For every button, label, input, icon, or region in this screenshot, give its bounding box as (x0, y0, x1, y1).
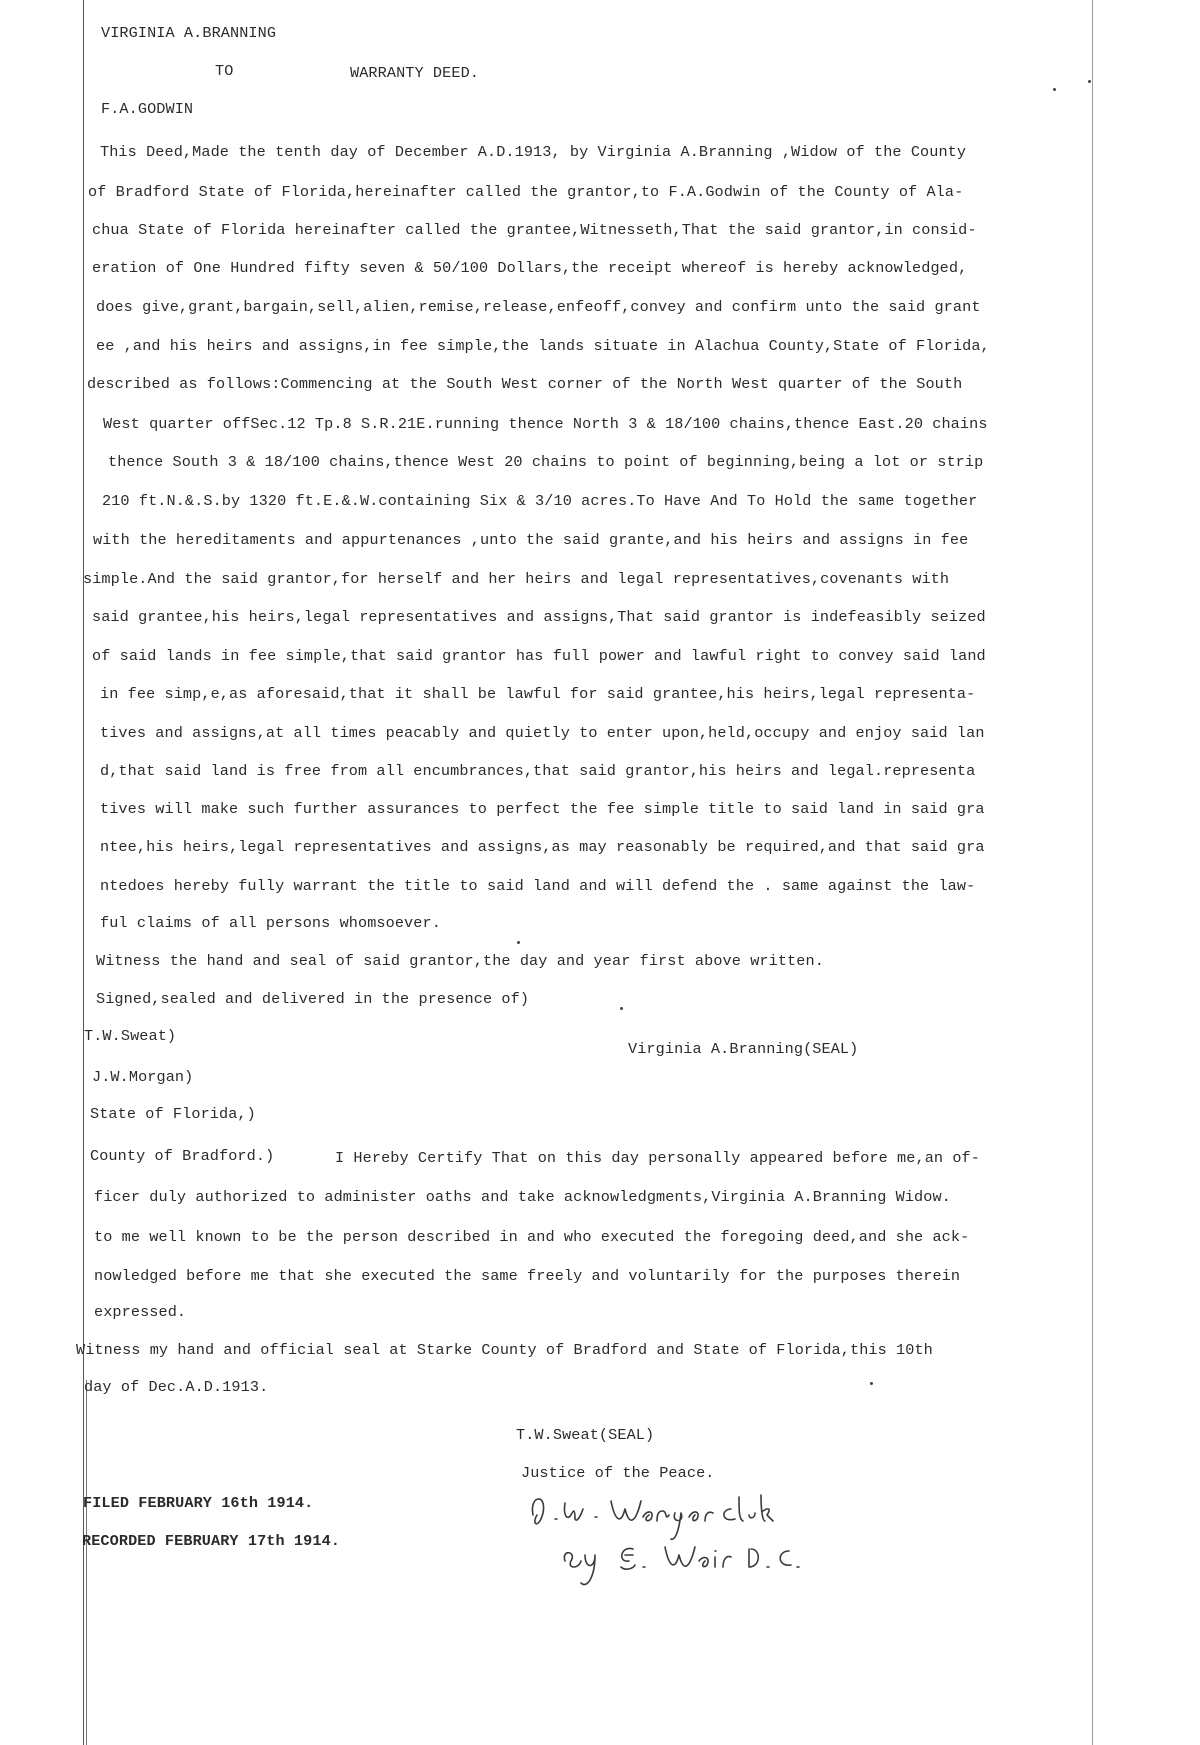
recorded-stamp: RECORDED FEBRUARY 17th 1914. (82, 1532, 340, 1550)
body-line: This Deed,Made the tenth day of December A.D.1913, by Virginia A.Branning ,Widow of the County (100, 143, 967, 161)
ack-line: to me well known to be the person described in and who executed the foregoing deed,and she ack- (94, 1228, 970, 1246)
body-line: described as follows:Commencing at the South West corner of the North West quarter of the South (87, 375, 963, 393)
body-line: of said lands in fee simple,that said grantor has full power and lawful right to convey said land (92, 647, 986, 665)
paper-speck (620, 1007, 623, 1010)
document-title: WARRANTY DEED. (350, 64, 479, 82)
paper-speck (517, 941, 520, 944)
body-line: chua State of Florida hereinafter called the grantee,Witnesseth,That the said grantor,in consid- (92, 221, 977, 239)
ack-line: I Hereby Certify That on this day personally appeared before me,an of- (335, 1149, 980, 1167)
left-margin-rule-lower (86, 1380, 87, 1745)
body-line: thence South 3 & 18/100 chains,thence West 20 chains to point of beginning,being a lot or strip (108, 453, 984, 471)
clerk-signature (525, 1485, 865, 1595)
body-line: ee ,and his heirs and assigns,in fee simple,the lands situate in Alachua County,State of Florida, (96, 337, 990, 355)
paper-speck (1053, 88, 1056, 91)
to-heading: TO (215, 62, 234, 80)
grantor-signature: Virginia A.Branning(SEAL) (628, 1040, 859, 1058)
ack-state: State of Florida,) (90, 1105, 256, 1123)
body-line: ful claims of all persons whomsoever. (100, 914, 441, 932)
body-line: tives will make such further assurances to perfect the fee simple title to said land in said gra (100, 800, 985, 818)
ack-line: day of Dec.A.D.1913. (84, 1378, 269, 1396)
notary-title: Justice of the Peace. (521, 1464, 715, 1482)
left-margin-rule (83, 0, 84, 1745)
paper-speck (1088, 80, 1091, 83)
body-line: of Bradford State of Florida,hereinafter called the grantor,to F.A.Godwin of the County of Ala- (88, 183, 964, 201)
body-line: ntedoes hereby fully warrant the title to said land and will defend the . same against the law- (100, 877, 976, 895)
grantee-heading: F.A.GODWIN (101, 100, 194, 118)
body-line: eration of One Hundred fifty seven & 50/100 Dollars,the receipt whereof is hereby acknowledged, (92, 259, 968, 277)
body-line: West quarter offSec.12 Tp.8 S.R.21E.running thence North 3 & 18/100 chains,thence East.20 chains (103, 415, 988, 433)
body-line: does give,grant,bargain,sell,alien,remise,release,enfeoff,convey and confirm unto the said grant (96, 298, 981, 316)
filed-stamp: FILED FEBRUARY 16th 1914. (83, 1494, 314, 1512)
body-line: d,that said land is free from all encumbrances,that said grantor,his heirs and legal.representa (100, 762, 976, 780)
paper-speck (870, 1382, 873, 1385)
body-line: with the hereditaments and appurtenances ,unto the said grante,and his heirs and assigns in fee (93, 531, 969, 549)
ack-county: County of Bradford.) (90, 1147, 275, 1165)
witness-1: T.W.Sweat) (84, 1027, 177, 1045)
witness-2: J.W.Morgan) (92, 1068, 194, 1086)
grantor-heading: VIRGINIA A.BRANNING (101, 24, 277, 42)
body-line: simple.And the said grantor,for herself and her heirs and legal representatives,covenants with (83, 570, 950, 588)
notary-signature: T.W.Sweat(SEAL) (516, 1426, 655, 1444)
body-line: ntee,his heirs,legal representatives and assigns,as may reasonably be required,and that said gra (100, 838, 985, 856)
body-line: Witness the hand and seal of said grantor,the day and year first above written. (96, 952, 824, 970)
ack-line: Witness my hand and official seal at Starke County of Bradford and State of Florida,this 10th (76, 1341, 933, 1359)
ack-line: ficer duly authorized to administer oaths and take acknowledgments,Virginia A.Branning Widow. (94, 1188, 951, 1206)
body-line: tives and assigns,at all times peacably and quietly to enter upon,held,occupy and enjoy said lan (100, 724, 985, 742)
body-line: said grantee,his heirs,legal representatives and assigns,That said grantor is indefeasibly seized (92, 608, 986, 626)
ack-line: expressed. (94, 1303, 187, 1321)
ack-line: nowledged before me that she executed the same freely and voluntarily for the purposes therein (94, 1267, 961, 1285)
body-line: Signed,sealed and delivered in the presence of) (96, 990, 530, 1008)
body-line: in fee simp,e,as aforesaid,that it shall be lawful for said grantee,his heirs,legal representa- (100, 685, 976, 703)
right-margin-rule (1092, 0, 1093, 1745)
body-line: 210 ft.N.&.S.by 1320 ft.E.&.W.containing Six & 3/10 acres.To Have And To Hold the same together (102, 492, 978, 510)
